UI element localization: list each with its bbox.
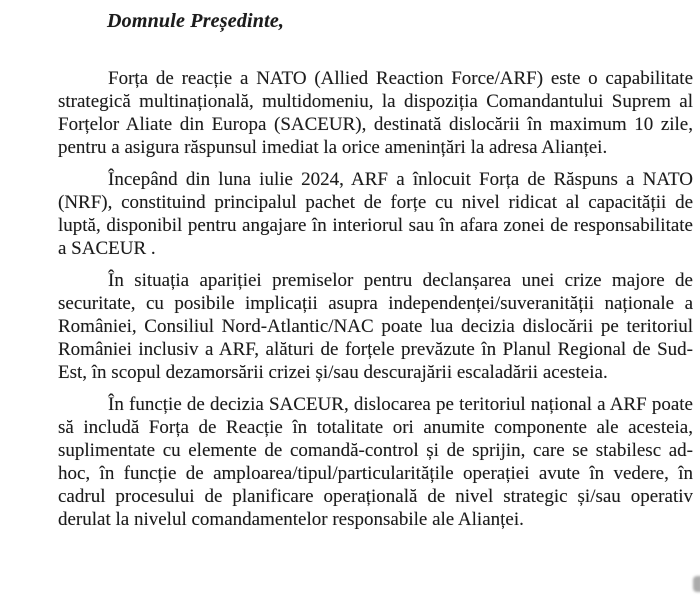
text-line: să includă Forța de Reacție în totalitate ori anumite componente ale acesteia,: [58, 417, 693, 438]
text-line: În funcție de decizia SACEUR, dislocarea pe teritoriul național a ARF poate: [108, 394, 693, 415]
text-line: securitate, cu posibile implicații asupra independenței/suveranității naționale a: [58, 293, 693, 314]
paragraph: [58, 269, 693, 384]
text-line: derulat la nivelul comandamentelor responsabile ale Alianței.: [58, 509, 524, 530]
text-line: pentru a asigura răspunsul imediat la orice amenințări la adresa Alianței.: [58, 137, 608, 158]
salutation: Domnule Președinte,: [107, 10, 285, 32]
paragraph: [58, 393, 693, 531]
text-line: României inclusiv a ARF, alături de forțele prevăzute în Planul Regional de Sud-: [58, 339, 693, 360]
text-line: strategică multinațională, multidomeniu, la dispoziția Comandantului Suprem al: [58, 91, 693, 112]
text-line: Forța de reacție a NATO (Allied Reaction Force/ARF) este o capabilitate: [108, 68, 693, 89]
text-line: Forțelor Aliate din Europa (SACEUR), destinată dislocării în maximum 10 zile,: [58, 114, 693, 135]
text-line: suplimentate cu elemente de comandă-control și de sprijin, care se stabilesc ad-: [58, 440, 693, 461]
text-line: (NRF), constituind principalul pachet de forțe cu nivel ridicat al capacității de: [58, 192, 693, 213]
text-line: Începând din luna iulie 2024, ARF a înlocuit Forța de Răspuns a NATO: [108, 169, 693, 190]
scan-artifact: [693, 576, 700, 592]
letter-body: [58, 67, 693, 531]
text-line: cadrul procesului de planificare operațională de nivel strategic și/sau operativ: [58, 486, 693, 507]
text-line: În situația apariției premiselor pentru declanșarea unei crize majore de: [108, 270, 693, 291]
text-line: a SACEUR .: [58, 238, 156, 259]
paragraph: [58, 168, 693, 260]
paragraph: [58, 67, 693, 159]
text-line: hoc, în funcție de amploarea/tipul/particularitățile operației avute în vedere, în: [58, 463, 693, 484]
text-line: Est, în scopul dezamorsării crizei și/sau descurajării escaladării acesteia.: [58, 362, 608, 383]
letter-content: [58, 0, 693, 531]
text-line: României, Consiliul Nord-Atlantic/NAC poate lua decizia dislocării pe teritoriul: [58, 316, 693, 337]
text-line: luptă, disponibil pentru angajare în interiorul sau în afara zonei de responsabilitate: [58, 215, 693, 236]
